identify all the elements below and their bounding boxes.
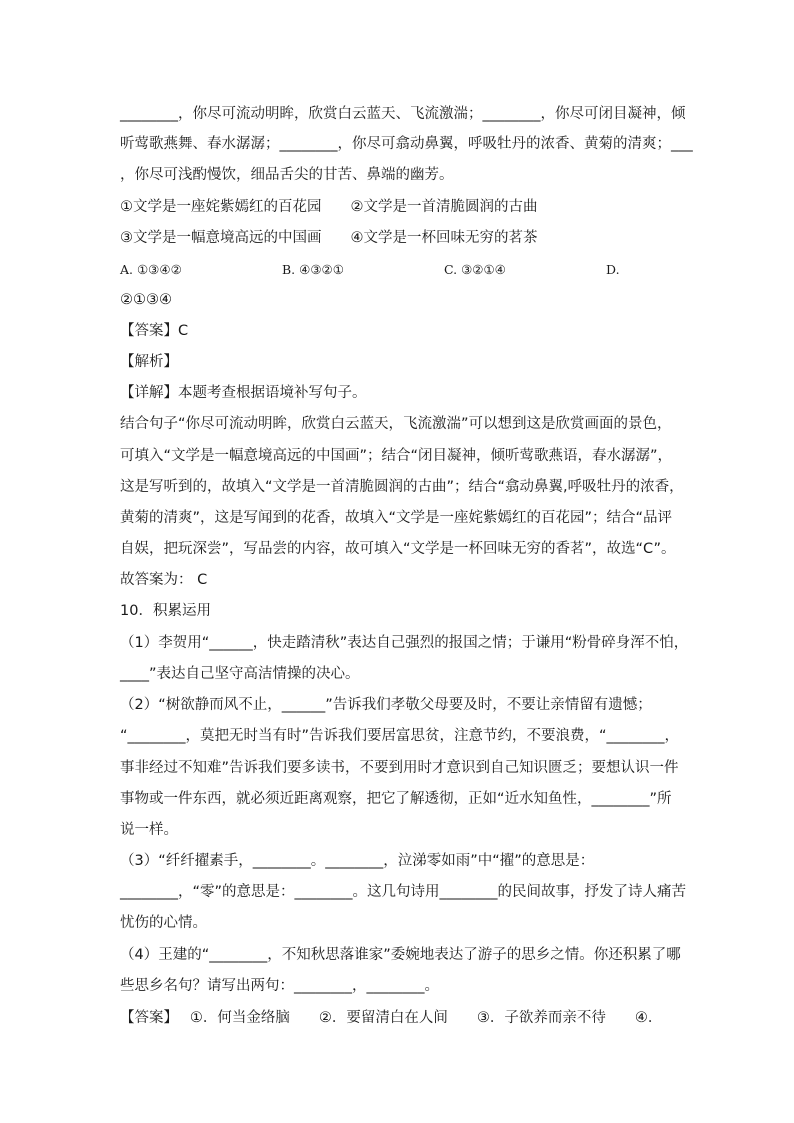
answer-line: 故答案为： C — [120, 572, 208, 588]
option-a: A. ①③④② — [120, 262, 182, 277]
question-heading: 10．积累运用 — [120, 603, 211, 619]
text-line: （4）王建的“________，不知秋思落谁家”委婉地表达了游子的思乡之情。你还积累了哪 — [120, 947, 681, 963]
text-line: 黄菊的清爽”，这是写闻到的花香，故填入“文学是一座姹紫嫣红的百花园”；结合“品评 — [120, 510, 673, 526]
answer-line: 【答案】 ①．何当金络脑 ②．要留清白在人间 ③．子欲养而亲不待 ④． — [120, 1010, 663, 1026]
analysis-label: 【解析】 — [120, 354, 178, 370]
text-line: （1）李贺用“______，快走踏清秋”表达自己强烈的报国之情；于谦用“粉骨碎身浑不怕， — [120, 635, 689, 651]
text-line: 这是写听到的，故填入“文学是一首清脆圆润的古曲”；结合“翕动鼻翼,呼吸牡丹的浓香， — [120, 479, 684, 495]
text-line: 忧伤的心情。 — [120, 915, 207, 931]
text-line: 结合句子“你尽可流动明眸，欣赏白云蓝天，飞流激湍”可以想到这是欣赏画面的景色， — [120, 416, 672, 432]
option-d-continued: ②①③④ — [120, 292, 172, 308]
text-line: 可填入“文学是一幅意境高远的中国画”；结合“闭目凝神，倾听莺歌燕语，春水潺潺”， — [120, 448, 673, 464]
choice-line: ①文学是一座姹紫嫣红的百花园 ②文学是一首清脆圆润的古曲 — [120, 199, 538, 215]
text-line: （2）“树欲静而风不止，______”告诉我们孝敬父母要及时，不要让亲情留有遗憾； — [120, 697, 652, 713]
option-b: B. ④③②① — [282, 262, 344, 277]
answer-label: 【答案】C — [120, 323, 189, 339]
choice-line: ③文学是一幅意境高远的中国画 ④文学是一杯回味无穷的茗茶 — [120, 230, 538, 246]
text-line: ____”表达自己坚守高洁情操的决心。 — [120, 666, 360, 682]
text-line: 自娱，把玩深尝”，写品尝的内容，故可填入“文学是一杯回味无穷的香茗”，故选“C”。 — [120, 541, 676, 557]
text-line: 事物或一件东西，就必须近距离观察，把它了解透彻，正如“近水知鱼性，________”所 — [120, 791, 672, 807]
detail-line: 【详解】本题考查根据语境补写句子。 — [120, 385, 367, 401]
text-line: ________，你尽可流动明眸，欣赏白云蓝天、飞流激湍；________，你尽可闭目凝神，倾 — [120, 106, 686, 122]
text-line: 些思乡名句？请写出两句：________，________。 — [120, 978, 439, 994]
text-line: （3）“纤纤擢素手，________。________，泣涕零如雨”中“擢”的意思是： — [120, 853, 595, 869]
text-line: 听莺歌燕舞、春水潺潺；________，你尽可翕动鼻翼，呼吸牡丹的浓香、黄菊的清爽；___ — [120, 136, 693, 152]
option-c: C. ③②①④ — [444, 262, 506, 277]
text-line: “________，莫把无时当有时”告诉我们要居富思贫，注意节约，不要浪费，“________， — [120, 728, 680, 744]
text-line: 事非经过不知难”告诉我们要多读书，不要到用时才意识到自己知识匮乏；要想认识一件 — [120, 760, 679, 776]
text-line: ________，“零”的意思是：________。这几句诗用________的民间故事，抒发了诗人痛苦 — [120, 884, 687, 900]
option-d: D. — [606, 262, 620, 277]
text-line: 说一样。 — [120, 822, 178, 838]
text-line: ，你尽可浅酌慢饮，细品舌尖的甘苦、鼻端的幽芳。 — [120, 167, 454, 183]
